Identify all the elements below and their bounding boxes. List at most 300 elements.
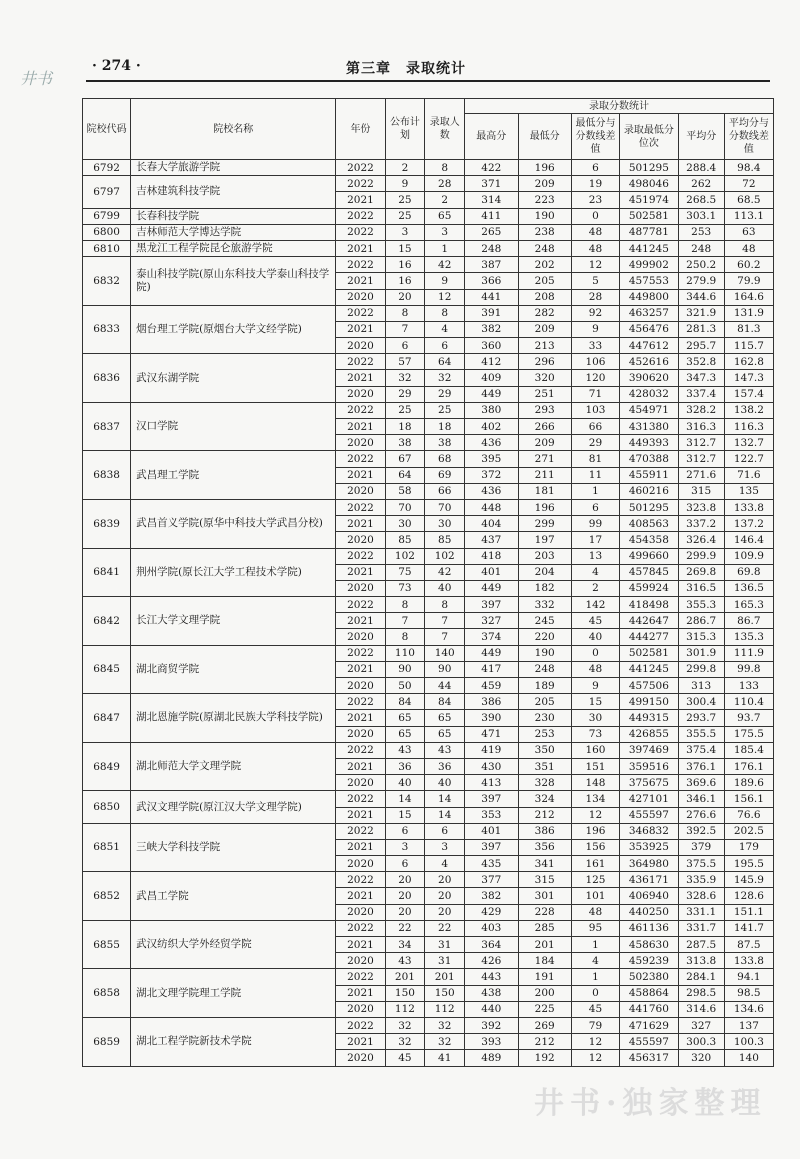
school-code: 6855: [83, 920, 131, 969]
cell-min: 245: [518, 613, 571, 629]
cell-max: 417: [465, 661, 518, 677]
cell-min-diff: 17: [571, 532, 619, 548]
cell-min: 192: [518, 1050, 571, 1066]
school-code: 6851: [83, 823, 131, 872]
cell-avg-diff: 133.8: [724, 953, 773, 969]
school-name: 湖北师范大学文理学院: [131, 742, 336, 791]
cell-min: 211: [518, 467, 571, 483]
cell-min: 350: [518, 742, 571, 758]
cell-min-diff: 5: [571, 273, 619, 289]
cell-avg-diff: 135.3: [724, 629, 773, 645]
cell-rank: 427101: [620, 791, 679, 807]
cell-min: 386: [518, 823, 571, 839]
cell-max: 382: [465, 888, 518, 904]
cell-avg: 327: [678, 1017, 724, 1033]
table-row: [83, 305, 774, 321]
cell-avg-diff: 137.2: [724, 516, 773, 532]
cell-rank: 457553: [620, 273, 679, 289]
cell-min-diff: 196: [571, 823, 619, 839]
school-name: 汉口学院: [131, 402, 336, 451]
cell-avg: 315: [678, 483, 724, 499]
cell-avg-diff: 81.3: [724, 321, 773, 337]
cell-avg-diff: 137: [724, 1017, 773, 1033]
cell-year: 2021: [336, 321, 385, 337]
cell-min-diff: 6: [571, 160, 619, 176]
cell-admitted: 32: [425, 1017, 465, 1033]
cell-admitted: 14: [425, 807, 465, 823]
cell-plan: 102: [385, 548, 425, 564]
cell-admitted: 38: [425, 435, 465, 451]
cell-plan: 43: [385, 953, 425, 969]
cell-rank: 458630: [620, 937, 679, 953]
cell-max: 403: [465, 920, 518, 936]
cell-min: 190: [518, 208, 571, 224]
cell-year: 2020: [336, 726, 385, 742]
cell-rank: 454358: [620, 532, 679, 548]
cell-admitted: 4: [425, 856, 465, 872]
cell-avg-diff: 128.6: [724, 888, 773, 904]
cell-min-diff: 160: [571, 742, 619, 758]
cell-min: 190: [518, 645, 571, 661]
cell-avg-diff: 71.6: [724, 467, 773, 483]
school-code: 6837: [83, 402, 131, 451]
cell-min: 191: [518, 969, 571, 985]
school-code: 6800: [83, 224, 131, 240]
cell-plan: 43: [385, 742, 425, 758]
cell-plan: 201: [385, 969, 425, 985]
school-code: 6842: [83, 597, 131, 646]
school-code: 6838: [83, 451, 131, 500]
cell-plan: 32: [385, 370, 425, 386]
cell-admitted: 14: [425, 791, 465, 807]
cell-min: 200: [518, 985, 571, 1001]
cell-plan: 16: [385, 257, 425, 273]
cell-avg: 331.7: [678, 920, 724, 936]
cell-min: 225: [518, 1001, 571, 1017]
cell-avg-diff: 147.3: [724, 370, 773, 386]
cell-max: 397: [465, 839, 518, 855]
cell-min-diff: 101: [571, 888, 619, 904]
cell-admitted: 7: [425, 613, 465, 629]
cell-min-diff: 45: [571, 1001, 619, 1017]
cell-year: 2020: [336, 775, 385, 791]
cell-max: 248: [465, 240, 518, 256]
cell-rank: 501295: [620, 499, 679, 515]
cell-min-diff: 23: [571, 192, 619, 208]
cell-plan: 70: [385, 499, 425, 515]
cell-min-diff: 12: [571, 1050, 619, 1066]
cell-year: 2022: [336, 257, 385, 273]
cell-min-diff: 9: [571, 321, 619, 337]
school-code: 6849: [83, 742, 131, 791]
cell-avg-diff: 60.2: [724, 257, 773, 273]
cell-avg-diff: 140: [724, 1050, 773, 1066]
cell-rank: 353925: [620, 839, 679, 855]
cell-admitted: 12: [425, 289, 465, 305]
cell-max: 390: [465, 710, 518, 726]
cell-min: 201: [518, 937, 571, 953]
cell-admitted: 8: [425, 305, 465, 321]
cell-min-diff: 33: [571, 338, 619, 354]
cell-min: 320: [518, 370, 571, 386]
cell-plan: 36: [385, 758, 425, 774]
cell-rank: 457506: [620, 678, 679, 694]
cell-min-diff: 48: [571, 904, 619, 920]
cell-avg: 335.9: [678, 872, 724, 888]
cell-min-diff: 11: [571, 467, 619, 483]
cell-admitted: 68: [425, 451, 465, 467]
cell-admitted: 1: [425, 240, 465, 256]
col-avg: 平均分: [678, 114, 724, 160]
cell-min: 230: [518, 710, 571, 726]
cell-avg: 299.9: [678, 548, 724, 564]
cell-avg-diff: 135: [724, 483, 773, 499]
cell-rank: 431380: [620, 419, 679, 435]
cell-admitted: 102: [425, 548, 465, 564]
cell-max: 404: [465, 516, 518, 532]
cell-avg-diff: 141.7: [724, 920, 773, 936]
cell-rank: 441245: [620, 240, 679, 256]
col-plan: 公布计划: [385, 99, 425, 160]
cell-min: 251: [518, 386, 571, 402]
cell-rank: 441245: [620, 661, 679, 677]
cell-min: 293: [518, 402, 571, 418]
page-number: · 274 ·: [92, 58, 141, 74]
cell-plan: 25: [385, 402, 425, 418]
cell-min: 197: [518, 532, 571, 548]
school-name: 泰山科技学院(原山东科技大学泰山科技学院): [131, 257, 336, 306]
cell-rank: 449393: [620, 435, 679, 451]
cell-plan: 6: [385, 338, 425, 354]
cell-avg-diff: 48: [724, 240, 773, 256]
cell-min-diff: 48: [571, 240, 619, 256]
cell-avg-diff: 98.4: [724, 160, 773, 176]
cell-rank: 418498: [620, 597, 679, 613]
table-row: [83, 240, 774, 256]
cell-year: 2022: [336, 402, 385, 418]
cell-max: 443: [465, 969, 518, 985]
cell-admitted: 20: [425, 888, 465, 904]
cell-avg-diff: 164.6: [724, 289, 773, 305]
cell-rank: 364980: [620, 856, 679, 872]
cell-admitted: 65: [425, 726, 465, 742]
cell-plan: 3: [385, 839, 425, 855]
cell-year: 2021: [336, 888, 385, 904]
cell-min-diff: 4: [571, 953, 619, 969]
cell-max: 448: [465, 499, 518, 515]
cell-admitted: 31: [425, 953, 465, 969]
cell-min: 213: [518, 338, 571, 354]
cell-year: 2022: [336, 872, 385, 888]
cell-rank: 452616: [620, 354, 679, 370]
cell-avg: 301.9: [678, 645, 724, 661]
cell-avg: 313.8: [678, 953, 724, 969]
cell-max: 327: [465, 613, 518, 629]
cell-rank: 457845: [620, 564, 679, 580]
cell-max: 397: [465, 597, 518, 613]
cell-rank: 502581: [620, 208, 679, 224]
cell-plan: 15: [385, 807, 425, 823]
cell-plan: 25: [385, 208, 425, 224]
cell-min-diff: 4: [571, 564, 619, 580]
cell-min: 196: [518, 499, 571, 515]
table-row: [83, 1017, 774, 1033]
cell-rank: 470388: [620, 451, 679, 467]
cell-min-diff: 48: [571, 224, 619, 240]
cell-rank: 390620: [620, 370, 679, 386]
cell-plan: 75: [385, 564, 425, 580]
school-name: 武昌理工学院: [131, 451, 336, 500]
cell-avg: 298.5: [678, 985, 724, 1001]
cell-avg: 316.5: [678, 580, 724, 596]
cell-avg: 295.7: [678, 338, 724, 354]
cell-admitted: 140: [425, 645, 465, 661]
cell-year: 2020: [336, 289, 385, 305]
cell-admitted: 66: [425, 483, 465, 499]
cell-admitted: 90: [425, 661, 465, 677]
watermark: 井书·独家整理: [534, 1086, 767, 1121]
cell-plan: 3: [385, 224, 425, 240]
cell-year: 2021: [336, 937, 385, 953]
cell-year: 2021: [336, 370, 385, 386]
cell-avg-diff: 165.3: [724, 597, 773, 613]
cell-plan: 30: [385, 516, 425, 532]
school-name: 湖北工程学院新技术学院: [131, 1017, 336, 1066]
table-row: [83, 224, 774, 240]
cell-min-diff: 106: [571, 354, 619, 370]
cell-rank: 459239: [620, 953, 679, 969]
school-code: 6859: [83, 1017, 131, 1066]
cell-admitted: 6: [425, 823, 465, 839]
cell-min-diff: 148: [571, 775, 619, 791]
publisher-logo: 井书: [20, 69, 53, 88]
table-row: [83, 208, 774, 224]
cell-admitted: 25: [425, 402, 465, 418]
cell-admitted: 3: [425, 839, 465, 855]
cell-avg: 276.6: [678, 807, 724, 823]
cell-rank: 487781: [620, 224, 679, 240]
cell-min: 299: [518, 516, 571, 532]
cell-min-diff: 12: [571, 1034, 619, 1050]
cell-plan: 50: [385, 678, 425, 694]
cell-avg: 328.6: [678, 888, 724, 904]
cell-year: 2022: [336, 451, 385, 467]
table-row: [83, 176, 774, 192]
cell-admitted: 29: [425, 386, 465, 402]
cell-admitted: 8: [425, 597, 465, 613]
cell-min: 301: [518, 888, 571, 904]
school-code: 6845: [83, 645, 131, 694]
cell-avg: 286.7: [678, 613, 724, 629]
cell-plan: 84: [385, 694, 425, 710]
cell-rank: 460216: [620, 483, 679, 499]
cell-admitted: 84: [425, 694, 465, 710]
cell-admitted: 42: [425, 564, 465, 580]
col-name: 院校名称: [131, 99, 336, 160]
cell-min-diff: 161: [571, 856, 619, 872]
cell-min: 282: [518, 305, 571, 321]
cell-rank: 454971: [620, 402, 679, 418]
cell-avg-diff: 113.1: [724, 208, 773, 224]
cell-min-diff: 2: [571, 580, 619, 596]
table-row: [83, 354, 774, 370]
school-name: 黑龙江工程学院昆仑旅游学院: [131, 240, 336, 256]
cell-max: 440: [465, 1001, 518, 1017]
cell-min: 223: [518, 192, 571, 208]
table-row: [83, 451, 774, 467]
cell-max: 395: [465, 451, 518, 467]
cell-plan: 25: [385, 192, 425, 208]
cell-min: 341: [518, 856, 571, 872]
cell-max: 374: [465, 629, 518, 645]
cell-year: 2022: [336, 160, 385, 176]
cell-max: 459: [465, 678, 518, 694]
cell-min: 328: [518, 775, 571, 791]
cell-min-diff: 12: [571, 807, 619, 823]
cell-plan: 20: [385, 888, 425, 904]
cell-avg: 269.8: [678, 564, 724, 580]
cell-avg-diff: 109.9: [724, 548, 773, 564]
cell-rank: 499660: [620, 548, 679, 564]
cell-avg-diff: 195.5: [724, 856, 773, 872]
cell-avg: 375.4: [678, 742, 724, 758]
cell-year: 2020: [336, 904, 385, 920]
cell-min-diff: 79: [571, 1017, 619, 1033]
cell-plan: 8: [385, 597, 425, 613]
cell-min-diff: 0: [571, 985, 619, 1001]
col-max: 最高分: [465, 114, 518, 160]
cell-min-diff: 81: [571, 451, 619, 467]
cell-max: 438: [465, 985, 518, 1001]
cell-rank: 449800: [620, 289, 679, 305]
school-code: 6833: [83, 305, 131, 354]
cell-avg: 392.5: [678, 823, 724, 839]
cell-min-diff: 134: [571, 791, 619, 807]
cell-min: 182: [518, 580, 571, 596]
cell-year: 2020: [336, 856, 385, 872]
cell-plan: 29: [385, 386, 425, 402]
cell-admitted: 201: [425, 969, 465, 985]
cell-avg: 375.5: [678, 856, 724, 872]
cell-admitted: 42: [425, 257, 465, 273]
cell-avg: 320: [678, 1050, 724, 1066]
cell-admitted: 3: [425, 224, 465, 240]
cell-avg-diff: 136.5: [724, 580, 773, 596]
cell-avg: 344.6: [678, 289, 724, 305]
cell-min: 248: [518, 240, 571, 256]
cell-admitted: 65: [425, 710, 465, 726]
cell-rank: 455597: [620, 807, 679, 823]
cell-max: 382: [465, 321, 518, 337]
cell-rank: 436171: [620, 872, 679, 888]
cell-avg-diff: 69.8: [724, 564, 773, 580]
cell-avg: 316.3: [678, 419, 724, 435]
cell-min: 204: [518, 564, 571, 580]
school-name: 武昌首义学院(原华中科技大学武昌分校): [131, 499, 336, 548]
cell-min-diff: 9: [571, 678, 619, 694]
school-name: 长春科技学院: [131, 208, 336, 224]
cell-avg: 376.1: [678, 758, 724, 774]
school-code: 6839: [83, 499, 131, 548]
cell-year: 2022: [336, 305, 385, 321]
cell-avg-diff: 110.4: [724, 694, 773, 710]
cell-max: 392: [465, 1017, 518, 1033]
school-name: 吉林建筑科技学院: [131, 176, 336, 208]
cell-avg: 326.4: [678, 532, 724, 548]
cell-admitted: 36: [425, 758, 465, 774]
cell-admitted: 32: [425, 1034, 465, 1050]
cell-min-diff: 15: [571, 694, 619, 710]
cell-year: 2020: [336, 953, 385, 969]
cell-rank: 375675: [620, 775, 679, 791]
cell-admitted: 40: [425, 775, 465, 791]
cell-min: 220: [518, 629, 571, 645]
school-name: 武汉纺织大学外经贸学院: [131, 920, 336, 969]
cell-avg-diff: 151.1: [724, 904, 773, 920]
cell-max: 372: [465, 467, 518, 483]
cell-admitted: 20: [425, 904, 465, 920]
cell-rank: 440250: [620, 904, 679, 920]
cell-year: 2021: [336, 985, 385, 1001]
cell-avg: 352.8: [678, 354, 724, 370]
cell-min-diff: 1: [571, 937, 619, 953]
cell-rank: 502380: [620, 969, 679, 985]
cell-min: 285: [518, 920, 571, 936]
school-code: 6852: [83, 872, 131, 921]
cell-avg-diff: 179: [724, 839, 773, 855]
cell-rank: 456476: [620, 321, 679, 337]
cell-year: 2022: [336, 1017, 385, 1033]
cell-year: 2021: [336, 564, 385, 580]
cell-rank: 471629: [620, 1017, 679, 1033]
cell-min-diff: 151: [571, 758, 619, 774]
table-row: [83, 742, 774, 758]
cell-max: 449: [465, 386, 518, 402]
cell-max: 436: [465, 483, 518, 499]
cell-plan: 16: [385, 273, 425, 289]
cell-avg-diff: 79.9: [724, 273, 773, 289]
cell-year: 2020: [336, 338, 385, 354]
cell-admitted: 2: [425, 192, 465, 208]
school-code: 6799: [83, 208, 131, 224]
cell-min: 315: [518, 872, 571, 888]
cell-min: 332: [518, 597, 571, 613]
cell-year: 2022: [336, 791, 385, 807]
cell-min-diff: 73: [571, 726, 619, 742]
cell-min: 296: [518, 354, 571, 370]
cell-max: 353: [465, 807, 518, 823]
cell-min-diff: 1: [571, 969, 619, 985]
cell-year: 2021: [336, 516, 385, 532]
cell-avg: 281.3: [678, 321, 724, 337]
cell-avg: 315.3: [678, 629, 724, 645]
cell-avg: 299.8: [678, 661, 724, 677]
cell-avg: 293.7: [678, 710, 724, 726]
cell-avg-diff: 162.8: [724, 354, 773, 370]
cell-min: 356: [518, 839, 571, 855]
cell-max: 366: [465, 273, 518, 289]
table-row: [83, 823, 774, 839]
cell-min-diff: 142: [571, 597, 619, 613]
cell-avg: 347.3: [678, 370, 724, 386]
cell-min: 238: [518, 224, 571, 240]
cell-rank: 456317: [620, 1050, 679, 1066]
cell-max: 429: [465, 904, 518, 920]
cell-max: 391: [465, 305, 518, 321]
cell-admitted: 112: [425, 1001, 465, 1017]
cell-max: 364: [465, 937, 518, 953]
cell-rank: 426855: [620, 726, 679, 742]
